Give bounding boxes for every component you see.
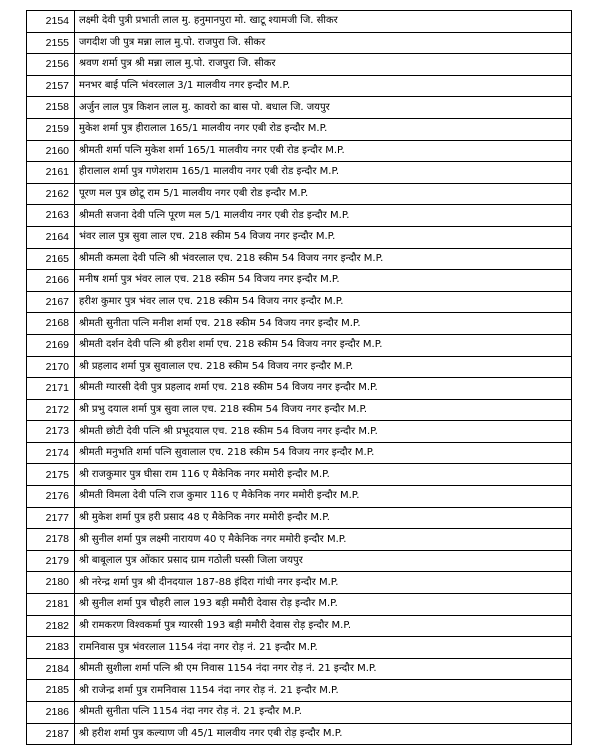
serial-number-cell: 2171 bbox=[27, 378, 75, 400]
table-row bbox=[27, 97, 572, 119]
serial-number-cell: 2169 bbox=[27, 334, 75, 356]
serial-number-cell: 2154 bbox=[27, 11, 75, 33]
table-row bbox=[27, 313, 572, 335]
table-row bbox=[27, 140, 572, 162]
member-details-cell: श्री बाबूलाल पुत्र ओंकार प्रसाद ग्राम गठोली घस्सी जिला जयपुर bbox=[75, 550, 572, 572]
serial-number-cell: 2182 bbox=[27, 615, 75, 637]
table-row bbox=[27, 183, 572, 205]
member-list-table bbox=[26, 10, 572, 745]
table-row bbox=[27, 226, 572, 248]
serial-number-cell: 2184 bbox=[27, 658, 75, 680]
member-details-cell: पूरण मल पुत्र छोटू राम 5/1 मालवीय नगर एबी रोड इन्दौर M.P. bbox=[75, 183, 572, 205]
serial-number-cell: 2185 bbox=[27, 680, 75, 702]
serial-number-cell: 2186 bbox=[27, 702, 75, 724]
member-details-cell: श्री सुनील शर्मा पुत्र लक्ष्मी नारायण 40 ए मैकेनिक नगर ममोरी इन्दौर M.P. bbox=[75, 529, 572, 551]
table-row bbox=[27, 378, 572, 400]
member-details-cell: श्रीमती सुशीला शर्मा पत्नि श्री एम निवास 1154 नंदा नगर रोड़ नं. 21 इन्दौर M.P. bbox=[75, 658, 572, 680]
member-details-cell: श्रीमती विमला देवी पत्नि राज कुमार 116 ए मैकेनिक नगर ममोरी इन्दौर M.P. bbox=[75, 486, 572, 508]
serial-number-cell: 2175 bbox=[27, 464, 75, 486]
serial-number-cell: 2173 bbox=[27, 421, 75, 443]
serial-number-cell: 2172 bbox=[27, 399, 75, 421]
table-row bbox=[27, 723, 572, 745]
serial-number-cell: 2168 bbox=[27, 313, 75, 335]
table-row bbox=[27, 550, 572, 572]
member-details-cell: श्रीमती दर्शन देवी पत्नि श्री हरीश शर्मा एच. 218 स्कीम 54 विजय नगर इन्दौर M.P. bbox=[75, 334, 572, 356]
table-row bbox=[27, 399, 572, 421]
table-row bbox=[27, 442, 572, 464]
serial-number-cell: 2166 bbox=[27, 270, 75, 292]
table-row bbox=[27, 11, 572, 33]
serial-number-cell: 2165 bbox=[27, 248, 75, 270]
serial-number-cell: 2179 bbox=[27, 550, 75, 572]
table-row bbox=[27, 486, 572, 508]
member-details-cell: श्री मुकेश शर्मा पुत्र हरी प्रसाद 48 ए मैकेनिक नगर ममोरी इन्दौर M.P. bbox=[75, 507, 572, 529]
member-details-cell: श्रीमती मनुभति शर्मा पत्नि सुवालाल एच. 218 स्कीम 54 विजय नगर इन्दौर M.P. bbox=[75, 442, 572, 464]
member-details-cell: श्रीमती सुनीता पत्नि 1154 नंदा नगर रोड़ नं. 21 इन्दौर M.P. bbox=[75, 702, 572, 724]
table-row bbox=[27, 75, 572, 97]
table-row bbox=[27, 334, 572, 356]
member-details-cell: श्रीमती सुनीता पत्नि मनीश शर्मा एच. 218 स्कीम 54 विजय नगर इन्दौर M.P. bbox=[75, 313, 572, 335]
member-details-cell: अर्जुन लाल पुत्र किशन लाल मु. कावरो का बास पो. बधाल जि. जयपुर bbox=[75, 97, 572, 119]
table-row bbox=[27, 658, 572, 680]
table-row bbox=[27, 637, 572, 659]
table-row bbox=[27, 507, 572, 529]
member-details-cell: श्री हरीश शर्मा पुत्र कल्याण जी 45/1 मालवीय नगर एबी रोड़ इन्दौर M.P. bbox=[75, 723, 572, 745]
table-row bbox=[27, 32, 572, 54]
serial-number-cell: 2155 bbox=[27, 32, 75, 54]
serial-number-cell: 2183 bbox=[27, 637, 75, 659]
serial-number-cell: 2170 bbox=[27, 356, 75, 378]
serial-number-cell: 2161 bbox=[27, 162, 75, 184]
serial-number-cell: 2167 bbox=[27, 291, 75, 313]
table-row bbox=[27, 162, 572, 184]
member-details-cell: श्रीमती ग्यारसी देवी पुत्र प्रहलाद शर्मा एच. 218 स्कीम 54 विजय नगर इन्दौर M.P. bbox=[75, 378, 572, 400]
member-details-cell: श्रवण शर्मा पुत्र श्री मन्ना लाल मु.पो. राजपुरा जि. सीकर bbox=[75, 54, 572, 76]
member-details-cell: श्री प्रहलाद शर्मा पुत्र सुवालाल एच. 218 स्कीम 54 विजय नगर इन्दौर M.P. bbox=[75, 356, 572, 378]
member-details-cell: श्रीमती शर्मा पत्नि मुकेश शर्मा 165/1 मालवीय नगर एबी रोड इन्दौर M.P. bbox=[75, 140, 572, 162]
member-details-cell: श्री प्रभु दयाल शर्मा पुत्र सुवा लाल एच. 218 स्कीम 54 विजय नगर इन्दौर M.P. bbox=[75, 399, 572, 421]
member-details-cell: श्री राजेन्द्र शर्मा पुत्र रामनिवास 1154 नंदा नगर रोड़ नं. 21 इन्दौर M.P. bbox=[75, 680, 572, 702]
serial-number-cell: 2187 bbox=[27, 723, 75, 745]
member-details-cell: भंवर लाल पुत्र सुवा लाल एच. 218 स्कीम 54 विजय नगर इन्दौर M.P. bbox=[75, 226, 572, 248]
table-row bbox=[27, 594, 572, 616]
member-details-cell: मुकेश शर्मा पुत्र हीरालाल 165/1 मालवीय नगर एबी रोड इन्दौर M.P. bbox=[75, 118, 572, 140]
serial-number-cell: 2174 bbox=[27, 442, 75, 464]
member-details-cell: श्रीमती सजना देवी पत्नि पूरण मल 5/1 मालवीय नगर एबी रोड इन्दौर M.P. bbox=[75, 205, 572, 227]
member-details-cell: श्री सुनील शर्मा पुत्र चौहरी लाल 193 बड़ी ममौरी देवास रोड़ इन्दौर M.P. bbox=[75, 594, 572, 616]
serial-number-cell: 2178 bbox=[27, 529, 75, 551]
serial-number-cell: 2159 bbox=[27, 118, 75, 140]
table-row bbox=[27, 118, 572, 140]
member-details-cell: जगदीश जी पुत्र मन्ना लाल मु.पो. राजपुरा जि. सीकर bbox=[75, 32, 572, 54]
member-details-cell: श्री रामकरण विश्वकर्मा पुत्र ग्यारसी 193 बड़ी ममौरी देवास रोड़ इन्दौर M.P. bbox=[75, 615, 572, 637]
member-details-cell: हरीश कुमार पुत्र भंवर लाल एच. 218 स्कीम 54 विजय नगर इन्दौर M.P. bbox=[75, 291, 572, 313]
table-row bbox=[27, 615, 572, 637]
serial-number-cell: 2180 bbox=[27, 572, 75, 594]
serial-number-cell: 2176 bbox=[27, 486, 75, 508]
member-details-cell: हीरालाल शर्मा पुत्र गणेशराम 165/1 मालवीय नगर एबी रोड इन्दौर M.P. bbox=[75, 162, 572, 184]
serial-number-cell: 2162 bbox=[27, 183, 75, 205]
table-row bbox=[27, 291, 572, 313]
member-details-cell: श्रीमती छोटी देवी पत्नि श्री प्रभूदयाल एच. 218 स्कीम 54 विजय नगर इन्दौर M.P. bbox=[75, 421, 572, 443]
member-details-cell: लक्ष्मी देवी पुत्री प्रभाती लाल मु. हनुमानपुरा मो. खाटू श्यामजी जि. सीकर bbox=[75, 11, 572, 33]
serial-number-cell: 2164 bbox=[27, 226, 75, 248]
table-row bbox=[27, 702, 572, 724]
table-row bbox=[27, 205, 572, 227]
serial-number-cell: 2160 bbox=[27, 140, 75, 162]
member-details-cell: श्रीमती कमला देवी पत्नि श्री भंवरलाल एच. 218 स्कीम 54 विजय नगर इन्दौर M.P. bbox=[75, 248, 572, 270]
serial-number-cell: 2157 bbox=[27, 75, 75, 97]
serial-number-cell: 2177 bbox=[27, 507, 75, 529]
member-details-cell: मनीष शर्मा पुत्र भंवर लाल एच. 218 स्कीम 54 विजय नगर इन्दौर M.P. bbox=[75, 270, 572, 292]
member-details-cell: श्री राजकुमार पुत्र घीसा राम 116 ए मैकेनिक नगर ममोरी इन्दौर M.P. bbox=[75, 464, 572, 486]
serial-number-cell: 2181 bbox=[27, 594, 75, 616]
member-details-cell: श्री नरेन्द्र शर्मा पुत्र श्री दीनदयाल 187-88 इंदिरा गांधी नगर इन्दौर M.P. bbox=[75, 572, 572, 594]
table-row bbox=[27, 464, 572, 486]
serial-number-cell: 2156 bbox=[27, 54, 75, 76]
serial-number-cell: 2163 bbox=[27, 205, 75, 227]
serial-number-cell: 2158 bbox=[27, 97, 75, 119]
member-details-cell: रामनिवास पुत्र भंवरलाल 1154 नंदा नगर रोड़ नं. 21 इन्दौर M.P. bbox=[75, 637, 572, 659]
member-details-cell: मनभर बाई पत्नि भंवरलाल 3/1 मालवीय नगर इन्दौर M.P. bbox=[75, 75, 572, 97]
table-row bbox=[27, 270, 572, 292]
table-row bbox=[27, 421, 572, 443]
table-row bbox=[27, 356, 572, 378]
table-body bbox=[27, 11, 572, 745]
table-row bbox=[27, 529, 572, 551]
table-row bbox=[27, 572, 572, 594]
table-row bbox=[27, 680, 572, 702]
table-row bbox=[27, 54, 572, 76]
table-row bbox=[27, 248, 572, 270]
